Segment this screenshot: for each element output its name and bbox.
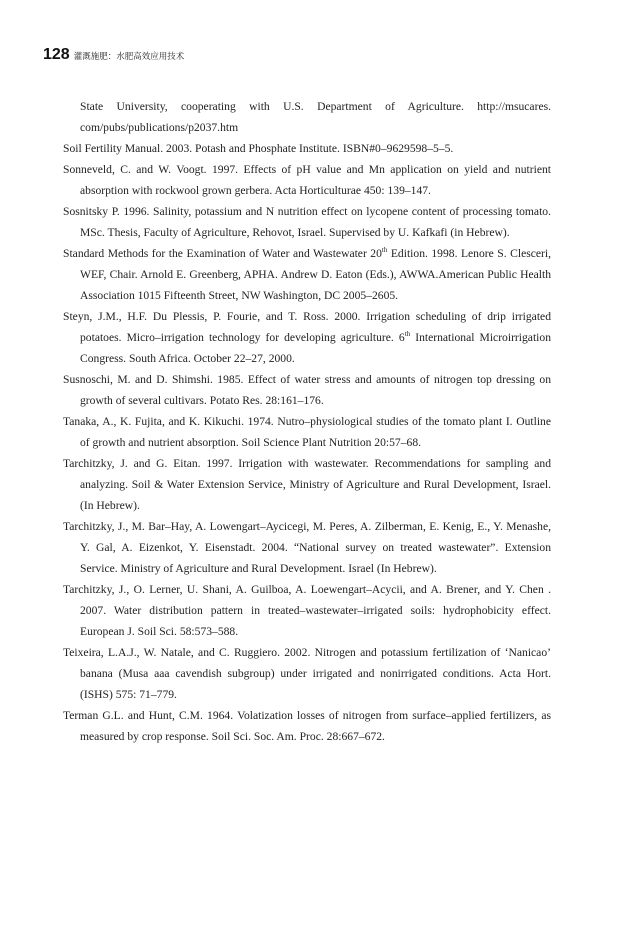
reference-entry: [63, 579, 551, 642]
reference-text: Terman G.L. and Hunt, C.M. 1964. Volatization losses of nitrogen from surface–applied fertilizers, as measured by crop response. Soil Sci. Soc. Am. Proc. 28:667–672.: [63, 709, 551, 743]
reference-text: Susnoschi, M. and D. Shimshi. 1985. Effect of water stress and amounts of nitrogen top dressing on growth of several cultivars. Potato Res. 28:161–176.: [63, 373, 551, 407]
reference-text-after: Edition. 1998. Lenore S. Clesceri, WEF, Chair. Arnold E. Greenberg, APHA. Andrew D. Eaton (Eds.), AWWA.American Public Health Association 1015 Fifteenth Street, NW Washington, DC 2005–2605.: [80, 247, 552, 302]
reference-text-before: Standard Methods for the Examination of Water and Wastewater 20: [63, 247, 382, 260]
reference-entry: [63, 705, 551, 747]
reference-entry: [63, 159, 551, 201]
page-number: 128: [43, 46, 70, 63]
reference-text: Tarchitzky, J. and G. Eitan. 1997. Irrigation with wastewater. Recommendations for sampling and analyzing. Soil & Water Extension Service, Ministry of Agriculture and Rural Development, Israel. (In Hebrew).: [63, 457, 551, 512]
reference-entry: [63, 369, 551, 411]
reference-text: Tarchitzky, J., M. Bar–Hay, A. Lowengart–Aycicegi, M. Peres, A. Zilberman, E. Kenig, E., Y. Menashe, Y. Gal, A. Eizenkot, Y. Eisenstadt. 2004. “National survey on treated wastewater”. Extension Service. Ministry of Agriculture and Rural Development. Israel (In Hebrew).: [63, 520, 551, 575]
reference-entry: [63, 96, 551, 138]
reference-entry: [63, 411, 551, 453]
reference-entry: [63, 243, 551, 306]
superscript: th: [404, 330, 411, 339]
reference-text: Teixeira, L.A.J., W. Natale, and C. Ruggiero. 2002. Nitrogen and potassium fertilization of ‘Nanicao’ banana (Musa aaa cavendish subgroup) under irrigated and nonirrigated conditions. Acta Hort. (ISHS) 575: 71–779.: [63, 646, 551, 701]
reference-text: Sonneveld, C. and W. Voogt. 1997. Effects of pH value and Mn application on yield and nutrient absorption with rockwool grown gerbera. Acta Horticulturae 450: 139–147.: [63, 163, 551, 197]
reference-entry: [63, 642, 551, 705]
reference-text-before: Steyn, J.M., H.F. Du Plessis, P. Fourie, and T. Ross. 2000. Irrigation scheduling of drip irrigated potatoes. Micro–irrigation technology for developing agriculture. 6: [63, 310, 551, 344]
reference-text: Tarchitzky, J., O. Lerner, U. Shani, A. Guilboa, A. Loewengart–Acycii, and A. Brener, and Y. Chen . 2007. Water distribution pattern in treated–wastewater–irrigated soils: hydrophobicity effect. European J. Soil Sci. 58:573–588.: [63, 583, 551, 638]
reference-text: Soil Fertility Manual. 2003. Potash and Phosphate Institute. ISBN#0–9629598–5–5.: [63, 142, 454, 155]
reference-text: State University, cooperating with U.S. Department of Agriculture. http://msucares. com/pubs/publications/p2037.htm: [80, 100, 551, 134]
reference-entry: [63, 516, 551, 579]
reference-entry: [63, 306, 551, 369]
reference-list: [63, 96, 551, 747]
reference-entry: [63, 138, 551, 159]
reference-entry: [63, 453, 551, 516]
reference-entry: [63, 201, 551, 243]
reference-text: Tanaka, A., K. Fujita, and K. Kikuchi. 1974. Nutro–physiological studies of the tomato plant I. Outline of growth and nutrient absorption. Soil Science Plant Nutrition 20:57–68.: [63, 415, 551, 449]
superscript: th: [381, 246, 388, 255]
page-header: [43, 46, 184, 64]
reference-text-after: International Microirrigation Congress. South Africa. October 22–27, 2000.: [80, 331, 551, 365]
reference-text: Sosnitsky P. 1996. Salinity, potassium and N nutrition effect on lycopene content of processing tomato. MSc. Thesis, Faculty of Agriculture, Rehovot, Israel. Supervised by U. Kafkafi (in Hebrew).: [63, 205, 551, 239]
book-title: 灌溉施肥：水肥高效应用技术: [73, 52, 185, 62]
